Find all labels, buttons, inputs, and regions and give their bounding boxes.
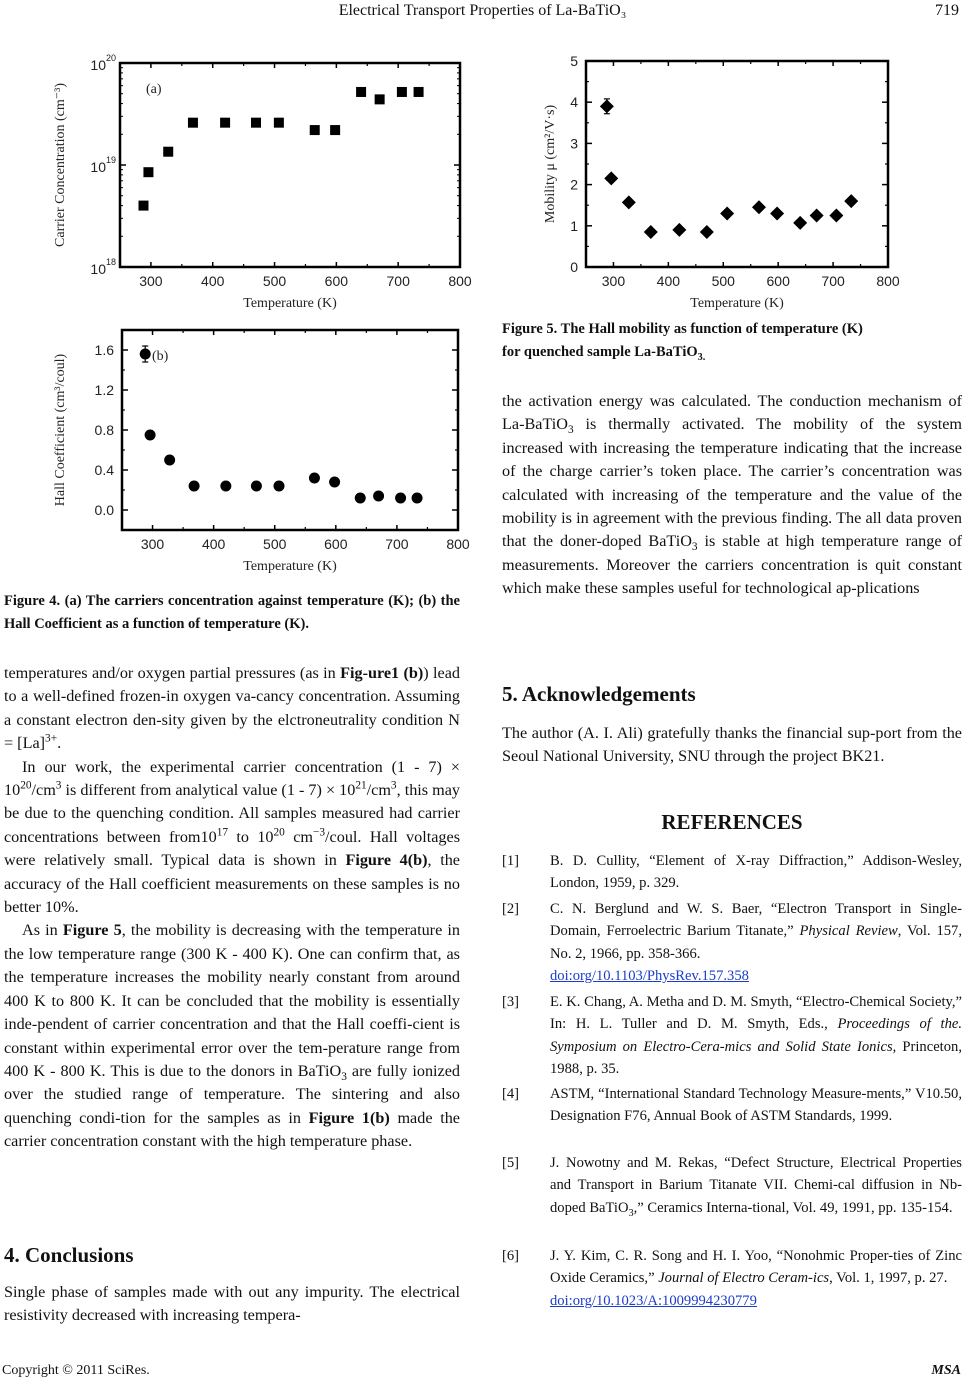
svg-text:18: 18 (106, 257, 117, 267)
paragraph-1 (4, 662, 460, 756)
running-title: Electrical Transport Properties of La-BaTiO₃ (338, 2, 627, 19)
reference-3 (502, 991, 962, 1081)
data-point-square (138, 201, 148, 211)
x-tick-label: 300 (140, 536, 165, 552)
text: /cm (366, 781, 391, 800)
text: ,” Ceramics Interna-tional, Vol. 49, 1991, pp. 135-154. (633, 1199, 953, 1216)
superscript: 3 (55, 779, 62, 792)
text: is different from analytical value (1 - 7) × 10 (61, 781, 356, 800)
data-point-diamond (622, 195, 636, 209)
journal-abbreviation: MSA (931, 1363, 961, 1378)
reference-text: B. D. Cullity, “Element of X-ray Diffraction,” Addison-Wesley, London, 1959, p. 329. (550, 853, 962, 892)
left-column-body (4, 662, 460, 1154)
text: /cm (31, 781, 56, 800)
text: , Vol. 1, 1997, p. 27. (829, 1270, 948, 1287)
figure-5-svg (543, 53, 910, 311)
figure-ref: Figure 1(b) (308, 1108, 390, 1127)
reference-number: [1] (502, 853, 520, 869)
y-tick-label: 1.6 (94, 342, 114, 358)
section-4-heading: 4. Conclusions (4, 1243, 134, 1267)
subscript: 3 (628, 1207, 634, 1219)
data-point-circle (412, 493, 423, 504)
data-point-diamond (600, 99, 614, 113)
text: E. K. Chang, A. Metha and D. M. Smyth, “Electro-Chemical Society,” In: H. L. Tuller and D. M. Smyth, Eds., (550, 994, 962, 1033)
figure-4b-chart (50, 322, 470, 584)
y-tick-label: 3 (570, 135, 578, 152)
copyright-notice: Copyright © 2011 SciRes. (2, 1363, 150, 1378)
conclusions-body (4, 1281, 460, 1328)
data-point-diamond (720, 206, 734, 220)
data-point-square (220, 118, 230, 128)
panel-label: (a) (146, 82, 162, 97)
figure-ref: Figure 4(b) (345, 851, 428, 870)
y-tick-label: 0.8 (94, 422, 114, 438)
subscript: 3 (567, 424, 574, 437)
doi-link[interactable]: doi:org/10.1023/A:1009994230779 (550, 1292, 757, 1309)
data-point-square (310, 125, 320, 135)
text: In our work, the experimental carrier concentration (1 - 7) × 10 (4, 757, 460, 800)
reference-4 (502, 1083, 962, 1128)
superscript: 21 (355, 779, 367, 792)
text: , Princeton, 1988, p. 35. (550, 1038, 962, 1078)
superscript: 17 (216, 826, 229, 839)
reference-number: [4] (502, 1086, 520, 1102)
paragraph-acknowledgements: The author (A. I. Ali) gratefully thanks the financial sup-port from the Seoul National University, SNU through the project BK21. (502, 724, 962, 766)
data-point-diamond (672, 223, 686, 237)
data-point-circle (355, 493, 366, 504)
reference-text (550, 991, 962, 1081)
data-point-circle (140, 349, 151, 360)
data-point-diamond (644, 225, 658, 239)
journal-title: Journal of Electro Ceram-ics (658, 1270, 830, 1287)
data-point-square (330, 125, 340, 135)
x-tick-label: 500 (263, 536, 287, 552)
x-tick-label: 600 (324, 273, 349, 289)
caption-subscript: 3. (697, 351, 706, 363)
y-tick-label: 10 (90, 57, 106, 73)
data-point-circle (395, 493, 406, 504)
paragraph-right-1 (502, 390, 962, 601)
x-tick-label: 500 (711, 273, 735, 289)
data-point-diamond (752, 200, 766, 214)
y-axis-label: Carrier Concentration (cm⁻³) (53, 83, 68, 247)
x-tick-label: 500 (262, 273, 287, 289)
data-point-square (188, 118, 198, 128)
reference-text (550, 1245, 962, 1312)
text: C. N. Berglund and W. S. Baer, “Electron Transport in Single-Domain, Ferroelectric Barium Titanate,” (550, 901, 962, 940)
text: J. Y. Kim, C. R. Song and H. I. Yoo, “Nonohmic Proper-ties of Zinc Oxide Ceramics,” (550, 1248, 962, 1287)
superscript: −3 (312, 826, 326, 839)
reference-number: [3] (502, 994, 520, 1010)
data-point-square (163, 147, 173, 157)
data-point-circle (309, 473, 320, 484)
reference-text (550, 1152, 962, 1219)
figure-5-caption (502, 318, 962, 364)
reference-1 (502, 850, 962, 895)
figure-5-caption-line1: Figure 5. The Hall mobility as function of temperature (K) (502, 321, 863, 337)
reference-2 (502, 898, 962, 988)
x-tick-label: 600 (766, 273, 790, 289)
plot-frame (122, 330, 458, 530)
data-point-diamond (793, 216, 807, 230)
y-tick-label: 10 (90, 159, 106, 175)
data-point-square (274, 118, 284, 128)
caption-text: for quenched sample La-BaTiO (502, 344, 698, 360)
data-point-circle (220, 481, 231, 492)
data-point-square (143, 167, 153, 177)
text: As in (22, 921, 63, 940)
data-point-circle (189, 481, 200, 492)
reference-number: [6] (502, 1248, 520, 1264)
superscript: 20 (20, 779, 32, 792)
data-point-square (375, 94, 385, 104)
data-point-square (356, 87, 366, 97)
x-tick-label: 700 (821, 273, 845, 289)
paragraph-3 (4, 919, 460, 1153)
y-tick-label: 0.4 (94, 462, 114, 478)
data-point-circle (145, 430, 156, 441)
reference-number: [2] (502, 901, 520, 917)
figure-5-caption-line2 (502, 341, 962, 364)
journal-title: Physical Review (799, 923, 898, 940)
y-tick-label: 0.0 (94, 502, 114, 518)
text: are fully ionized over the studied range of temperature. The sintering and also quenching condi-tion for the samples as in (4, 1061, 460, 1127)
text: /coul. Hall voltages were relatively small. Typical data is shown in (4, 827, 460, 870)
data-point-diamond (844, 194, 858, 208)
superscript: 3 (390, 779, 397, 792)
data-point-circle (274, 481, 285, 492)
data-point-circle (329, 477, 340, 488)
text: J. Nowotny and M. Rekas, “Defect Structure, Electrical Properties and Transport in Barium Titanate VII. Chemi-cal diffusion in Nb-doped BaTiO (550, 1155, 962, 1216)
x-tick-label: 800 (876, 273, 900, 289)
figure-4-caption (4, 590, 460, 636)
reference-6 (502, 1245, 962, 1312)
subscript: 3 (341, 1071, 347, 1084)
y-tick-label: 0 (570, 259, 578, 275)
text: , the accuracy of the Hall coefficient measurements on these samples is no better 10%. (4, 851, 460, 917)
text: , this may be due to the quenching condition. All samples measured had carrier concentrations between from10 (4, 781, 460, 846)
y-tick-label: 1.2 (94, 382, 114, 398)
doi-link[interactable]: doi:org/10.1103/PhysRev.157.358 (550, 968, 749, 985)
y-axis-label: Mobility μ (cm²/V·s) (543, 104, 558, 224)
y-axis-label: Hall Coefficient (cm³/coul) (53, 353, 68, 507)
text: , the mobility is decreasing with the temperature in the low temperature range (300 K - 400 K). One can confirm that, as the temperature increases the mobility nearly constant from around 400 K to 800 K. It can be concluded that the mobility is essentially inde-pendent of carrier concentration and that the Hall coeffi-cient is constant within experimental error over the tem-perature range from 400 K - 800 K. This is due to the donors in BaTiO (4, 921, 460, 1080)
text: is stable at high temperature range of measurements. Moreover the carriers concentration is quit constant which make these samples useful for technological ap-plications (502, 532, 962, 598)
y-tick-label: 1 (570, 217, 578, 234)
x-tick-label: 400 (201, 536, 226, 552)
superscript: 20 (273, 826, 285, 839)
data-point-square (251, 118, 261, 128)
x-tick-label: 400 (656, 273, 681, 289)
x-tick-label: 400 (201, 273, 225, 289)
text: to 10 (228, 827, 274, 846)
paragraph-2 (4, 756, 460, 920)
text: the activation energy was calculated. The conduction mechanism of La-BaTiO (502, 392, 962, 434)
page-number: 719 (935, 2, 959, 19)
right-column-body (502, 390, 962, 601)
text: ) lead to a well-defined frozen-in oxygen va-cancy concentration. Assuming a constant electron den-sity given by the elctroneutrality condition N = [La] (4, 664, 460, 753)
figure-4a-chart (50, 53, 472, 320)
svg-text:20: 20 (106, 53, 117, 63)
figure-ref: Figure 5 (62, 921, 122, 940)
plot-frame (586, 61, 888, 267)
x-tick-label: 800 (446, 536, 470, 552)
x-axis-label: Temperature (K) (243, 296, 337, 311)
x-tick-label: 600 (324, 536, 348, 552)
plot-frame (120, 63, 460, 267)
figure-5-chart (543, 53, 910, 311)
data-point-diamond (700, 225, 714, 239)
x-axis-label: Temperature (K) (690, 296, 784, 311)
reference-number: [5] (502, 1155, 520, 1171)
reference-text (550, 898, 962, 988)
x-tick-label: 300 (601, 273, 626, 289)
x-axis-label: Temperature (K) (243, 559, 337, 574)
acknowledgements-body (502, 722, 962, 769)
figure-4a-svg (50, 53, 472, 320)
svg-text:19: 19 (106, 155, 117, 165)
x-tick-label: 300 (139, 273, 163, 289)
data-point-circle (251, 481, 262, 492)
x-tick-label: 800 (448, 273, 472, 289)
data-point-circle (373, 491, 384, 502)
subscript: 3 (691, 541, 698, 554)
data-point-square (397, 87, 407, 97)
panel-label: (b) (152, 349, 169, 364)
figure-4b-svg (50, 322, 470, 584)
figure-4-caption-text: Figure 4. (a) The carriers concentration against temperature (K); (b) the Hall Coefficient as a function of temperature (K). (4, 593, 460, 632)
reference-5 (502, 1152, 962, 1219)
data-point-diamond (829, 209, 843, 223)
proceedings-title: Proceedings of the. Symposium on Electro-Cera-mics and Solid State Ionics (550, 1016, 962, 1055)
data-point-diamond (810, 209, 824, 223)
y-tick-label: 5 (570, 53, 578, 69)
y-tick-label: 4 (570, 94, 578, 111)
x-tick-label: 700 (385, 536, 409, 552)
text: . (57, 734, 62, 753)
text: , Vol. 157, No. 2, 1966, pp. 358-366. (550, 923, 962, 962)
text: is thermally activated. The mobility of the system increased with increasing the temperature indicating that the increase of the charge carrier’s token place. The carrier’s concentration was calculated with increasing of the temperature and the value of the mobility is in agreement with the previous finding. The all data proven that the doner-doped BaTiO (502, 415, 962, 551)
text: cm (284, 827, 313, 846)
data-point-square (414, 87, 424, 97)
text: temperatures and/or oxygen partial pressures (as in (4, 664, 341, 682)
section-5-heading: 5. Acknowledgements (502, 682, 696, 706)
running-header (0, 2, 965, 24)
x-tick-label: 700 (386, 273, 410, 289)
data-point-diamond (770, 206, 784, 220)
text: made the carrier concentration constant with the high temperature phase. (4, 1108, 460, 1151)
y-tick-label: 10 (90, 261, 106, 277)
superscript: 3+ (45, 732, 58, 745)
references-heading: REFERENCES (661, 810, 803, 834)
reference-text: ASTM, “International Standard Technology Measure-ments,” V10.50, Designation F76, Annual Book of ASTM Standards, 1999. (550, 1086, 962, 1125)
y-tick-label: 2 (570, 176, 578, 193)
data-point-circle (164, 455, 175, 466)
figure-ref: Fig-ure1 (b) (340, 664, 424, 682)
data-point-diamond (604, 171, 618, 185)
paragraph-4: Single phase of samples made with out any impurity. The electrical resistivity decreased with increasing tempera- (4, 1283, 460, 1325)
